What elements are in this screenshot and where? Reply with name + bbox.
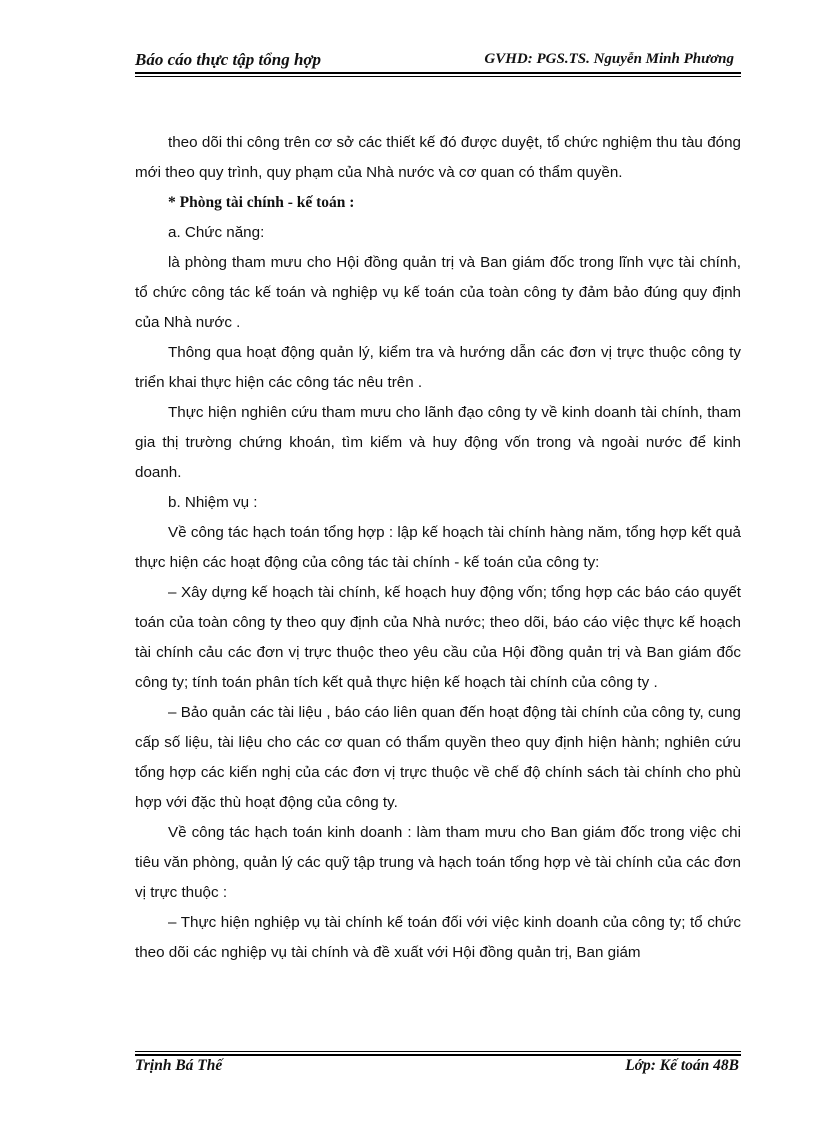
paragraph: Thực hiện nghiên cứu tham mưu cho lãnh đạo công ty về kinh doanh tài chính, tham gia thị trường chứng khoán, tìm kiếm và huy động vốn trong và ngoài nước để kinh doanh. bbox=[135, 404, 741, 481]
page-body bbox=[135, 128, 741, 968]
paragraph: – Xây dựng kế hoạch tài chính, kế hoạch huy động vốn; tổng hợp các báo cáo quyết toán của toàn công ty theo quy định của Nhà nước; theo dõi, báo cáo việc thực kế hoạch tài chính cảu các đơn vị trực thuộc theo yêu cầu của Hội đồng quản trị và Ban giám đốc công ty; tính toán phân tích kết quả thực hiện kế hoạch tài chính của công ty . bbox=[135, 584, 741, 691]
paragraph: Về công tác hạch toán kinh doanh : làm tham mưu cho Ban giám đốc trong việc chi tiêu văn phòng, quản lý các quỹ tập trung và hạch toán tổng hợp vè tài chính của các đơn vị trực thuộc : bbox=[135, 824, 741, 901]
supervisor-name: GVHD: PGS.TS. Nguyễn Minh Phương bbox=[484, 51, 734, 67]
footer-rule bbox=[135, 1051, 741, 1056]
report-title: Báo cáo thực tập tổng hợp bbox=[135, 50, 322, 69]
page-header bbox=[135, 50, 740, 72]
paragraph: Thông qua hoạt động quản lý, kiểm tra và hướng dẫn các đơn vị trực thuộc công ty triển khai thực hiện các công tác nêu trên . bbox=[135, 344, 741, 391]
page-footer bbox=[135, 1057, 741, 1077]
header-rule bbox=[135, 72, 741, 77]
paragraph: là phòng tham mưu cho Hội đồng quản trị và Ban giám đốc trong lĩnh vực tài chính, tổ chức công tác kế toán và nghiệp vụ kế toán của toàn công ty đảm bảo đúng quy định của Nhà nước . bbox=[135, 254, 741, 331]
class-label: Lớp: Kế toán 48B bbox=[625, 1057, 739, 1074]
paragraph: theo dõi thi công trên cơ sở các thiết kế đó được duyệt, tổ chức nghiệm thu tàu đóng mới theo quy trình, quy phạm của Nhà nước và cơ quan có thẩm quyền. bbox=[135, 134, 741, 181]
paragraph: – Bảo quản các tài liệu , báo cáo liên quan đến hoạt động tài chính của công ty, cung cấp số liệu, tài liệu cho các cơ quan có thẩm quyền theo quy định hiện hành; nghiên cứu tổng hợp các kiến nghị của các đơn vị trực thuộc về chế độ chính sách tài chính cho phù hợp với đặc thù hoạt động của công ty. bbox=[135, 704, 741, 811]
paragraph: Về công tác hạch toán tổng hợp : lập kế hoạch tài chính hàng năm, tổng hợp kết quả thực hiện các hoạt động của công tác tài chính - kế toán của công ty: bbox=[135, 524, 741, 571]
subheading-a: a. Chức năng: bbox=[168, 224, 265, 241]
paragraph: – Thực hiện nghiệp vụ tài chính kế toán đối với việc kinh doanh của công ty; tổ chức theo dõi các nghiệp vụ tài chính và đề xuất với Hội đồng quản trị, Ban giám bbox=[135, 914, 741, 961]
section-heading: * Phòng tài chính - kế toán : bbox=[168, 194, 355, 211]
subheading-b: b. Nhiệm vụ : bbox=[168, 494, 258, 511]
author-name: Trịnh Bá Thế bbox=[135, 1057, 223, 1074]
